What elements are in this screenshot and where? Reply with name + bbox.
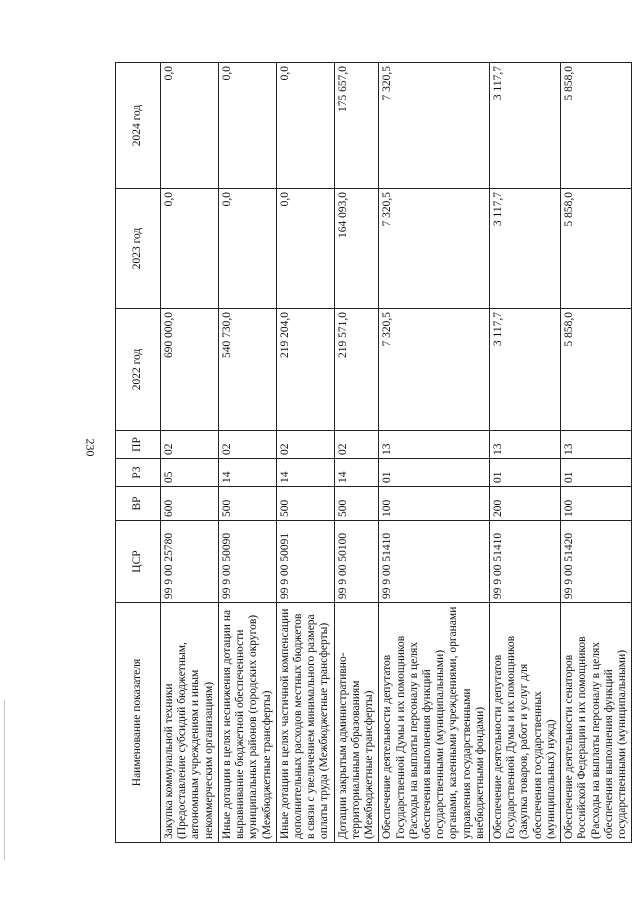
table-row: [490, 63, 561, 843]
cell-2024: 175 657,0: [334, 63, 379, 189]
cell-rz: 01: [379, 459, 490, 487]
table-row: [218, 63, 276, 843]
cell-2022: 7 320,5: [379, 309, 490, 431]
cell-rz: 01: [561, 459, 632, 487]
header-rz: РЗ: [116, 459, 161, 487]
cell-2023: 0,0: [276, 189, 334, 309]
cell-2023: 5 858,0: [561, 189, 632, 309]
table-row: [334, 63, 379, 843]
cell-2024: 0,0: [161, 63, 219, 189]
cell-name: Иные дотации в целях неснижения дотации на выравнивание бюджетной обеспеченности муниципальных районов (городских округов) (Межбюджетные трансферты): [218, 603, 276, 843]
cell-name: Обеспечение деятельности депутатов Государственной Думы и их помощников (Расходы на выплаты персоналу в целях обеспечения выполнения функций государственными (муниципальными) органами, казенными учреждениями, органами управления государственными внебюджетными фондами): [379, 603, 490, 843]
scan-edge-mark: [4, 700, 5, 860]
header-2023: 2023 год: [116, 189, 161, 309]
cell-2022: 5 858,0: [561, 309, 632, 431]
cell-name: Закупка коммунальной техники (Предоставление субсидий бюджетным, автономным учреждениям и иным некоммерческим организациям): [161, 603, 219, 843]
cell-2024: 0,0: [218, 63, 276, 189]
cell-2023: 0,0: [161, 189, 219, 309]
cell-vr: 600: [161, 487, 219, 521]
cell-pr: 02: [276, 431, 334, 459]
cell-vr: 500: [218, 487, 276, 521]
cell-rz: 14: [218, 459, 276, 487]
header-pr: ПР: [116, 431, 161, 459]
cell-csr: 99 9 00 50090: [218, 521, 276, 603]
table-row: [276, 63, 334, 843]
table-row: [379, 63, 490, 843]
header-2024: 2024 год: [116, 63, 161, 189]
cell-csr: 99 9 00 51420: [561, 521, 632, 603]
cell-rz: 01: [490, 459, 561, 487]
cell-2023: 3 117,7: [490, 189, 561, 309]
cell-rz: 14: [276, 459, 334, 487]
cell-name: Дотации закрытым административно-территориальным образованиям (Межбюджетные трансферты): [334, 603, 379, 843]
cell-vr: 100: [561, 487, 632, 521]
cell-2023: 0,0: [218, 189, 276, 309]
header-vr: ВР: [116, 487, 161, 521]
cell-2022: 3 117,7: [490, 309, 561, 431]
cell-2024: 0,0: [276, 63, 334, 189]
cell-2023: 7 320,5: [379, 189, 490, 309]
table-rotation-wrapper: [115, 63, 628, 843]
header-csr: ЦСР: [116, 521, 161, 603]
cell-2022: 219 571,0: [334, 309, 379, 431]
cell-vr: 200: [490, 487, 561, 521]
cell-2023: 164 093,0: [334, 189, 379, 309]
cell-pr: 02: [334, 431, 379, 459]
cell-pr: 02: [161, 431, 219, 459]
page-number: 230: [83, 438, 98, 457]
header-name: Наименование показателя: [116, 603, 161, 843]
cell-pr: 13: [379, 431, 490, 459]
cell-csr: 99 9 00 50100: [334, 521, 379, 603]
cell-name: Обеспечение деятельности депутатов Государственной Думы и их помощников (Закупка товаров, работ и услуг для обеспечения государственных (муниципальных) нужд): [490, 603, 561, 843]
cell-rz: 05: [161, 459, 219, 487]
cell-rz: 14: [334, 459, 379, 487]
rotated-table-area: [115, 63, 628, 843]
header-2022: 2022 год: [116, 309, 161, 431]
cell-2024: 3 117,7: [490, 63, 561, 189]
cell-vr: 500: [276, 487, 334, 521]
cell-name: Иные дотации в целях частичной компенсации дополнительных расходов местных бюджетов в связи с увеличением минимального размера оплаты труда (Межбюджетные трансферты): [276, 603, 334, 843]
cell-pr: 13: [490, 431, 561, 459]
cell-pr: 13: [561, 431, 632, 459]
table-row: [561, 63, 632, 843]
cell-2024: 7 320,5: [379, 63, 490, 189]
cell-2022: 219 204,0: [276, 309, 334, 431]
cell-csr: 99 9 00 50091: [276, 521, 334, 603]
cell-pr: 02: [218, 431, 276, 459]
cell-csr: 99 9 00 25780: [161, 521, 219, 603]
cell-name: Обеспечение деятельности сенаторов Российской Федерации и их помощников (Расходы на выплаты персоналу в целях обеспечения выполнения функций государственными (муниципальными): [561, 603, 632, 843]
cell-2024: 5 858,0: [561, 63, 632, 189]
budget-table: [115, 62, 632, 843]
table-header-row: [116, 63, 161, 843]
cell-csr: 99 9 00 51410: [490, 521, 561, 603]
table-row: [161, 63, 219, 843]
cell-vr: 500: [334, 487, 379, 521]
cell-2022: 690 000,0: [161, 309, 219, 431]
cell-csr: 99 9 00 51410: [379, 521, 490, 603]
cell-vr: 100: [379, 487, 490, 521]
cell-2022: 540 730,0: [218, 309, 276, 431]
